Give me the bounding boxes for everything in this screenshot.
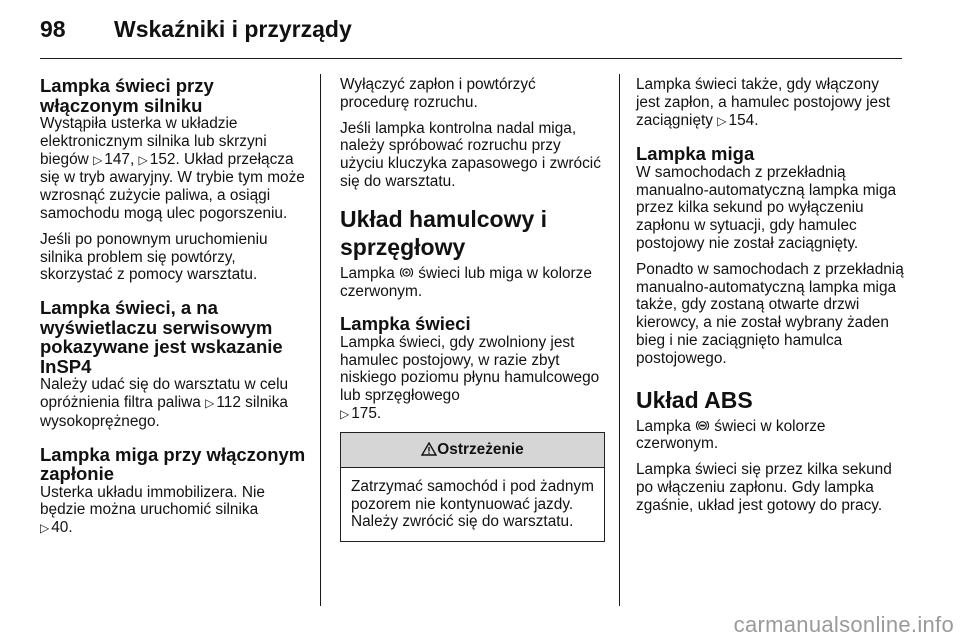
page-ref-link[interactable]: 112 <box>216 393 241 411</box>
column-divider-2 <box>619 74 620 606</box>
page-ref-arrow-icon: ▷ <box>205 395 215 410</box>
page-ref-arrow-icon: ▷ <box>717 113 727 128</box>
paragraph: Jeśli lampka kontrolna nadal miga, należy spróbować rozruchu przy użyciu kluczyka zapasowego i zwrócić się do warsztatu. <box>340 119 601 190</box>
section-heading: Lampka świeci przy włączonym silniku <box>40 75 214 116</box>
page-ref-arrow-icon: ▷ <box>40 521 50 536</box>
page-number: 98 <box>40 16 66 42</box>
column-3 <box>636 76 906 523</box>
page-ref-link[interactable]: 40. <box>51 519 73 537</box>
warning-box-header <box>341 433 604 468</box>
section-heading: Lampka świeci <box>340 313 471 335</box>
paragraph: Ponadto w samochodach z przekładnią manualno-automatyczną lampka miga także, gdy zostaną otwarte drzwi kierowcy, a nie został wybrany żaden bieg i nie zaciągnięto hamulca postojowego. <box>636 260 904 367</box>
paragraph: Wystąpiła usterka w układzie elektronicznym silnika lub skrzyni biegów ▷ 147, ▷ 152. Układ przełącza się w tryb awaryjny. W trybie tym może wzrosnąć zużycie paliwa, a osiągi samochodu mogą ulec pogorszeniu. <box>40 115 305 222</box>
column-1 <box>40 76 308 546</box>
paragraph: Lampka świeci się przez kilka sekund po włączeniu zapłonu. Gdy lampka zgaśnie, układ jest gotowy do pracy. <box>636 461 892 514</box>
paragraph: W samochodach z przekładnią manualno-automatyczną lampka miga przez kilka sekund po wyłączeniu zapłonu w sytuacji, gdy hamulec postojowy nie został zaciągnięty. <box>636 163 897 253</box>
page-ref-link[interactable]: 152 <box>149 150 176 168</box>
abs-lamp-icon <box>695 419 710 432</box>
column-2 <box>340 76 605 542</box>
paragraph: Należy udać się do warsztatu w celu opróżnienia filtra paliwa ▷ 112 silnika wysokoprężnego. <box>40 376 289 430</box>
chapter-heading: Układ ABS <box>636 386 753 413</box>
header-divider <box>40 58 902 59</box>
paragraph: Jeśli po ponownym uruchomieniu silnika problem się powtórzy, skorzystać z pomocy warsztatu. <box>40 230 268 284</box>
warning-box <box>340 432 605 542</box>
section-heading: Lampka miga <box>636 143 755 165</box>
page-ref-link[interactable]: 175. <box>351 405 382 423</box>
paragraph: Lampka świeci, gdy zwolniony jest hamulec postojowy, w razie zbyt niskiego poziomu płynu hamulcowego lub sprzęgłowego ▷ 175. <box>340 333 600 423</box>
warning-title: Ostrzeżenie <box>437 440 524 458</box>
page-title: Wskaźniki i przyrządy <box>114 16 352 42</box>
page-ref-arrow-icon: ▷ <box>93 152 103 167</box>
page-ref-link[interactable]: 154. <box>728 111 759 129</box>
section-heading: Lampka miga przy włączonym zapłonie <box>40 443 306 485</box>
paragraph: Lampka świeci także, gdy włączony jest zapłon, a hamulec postojowy jest zaciągnięty ▷ 154. <box>636 76 891 129</box>
warning-text: Zatrzymać samochód i pod żadnym pozorem nie kontynuować jazdy. Należy zwrócić się do warsztatu. <box>351 477 594 531</box>
chapter-heading: Układ hamulcowy i sprzęgłowy <box>340 205 548 260</box>
page-ref-link[interactable]: 147 <box>104 150 130 168</box>
column-divider-1 <box>320 74 321 606</box>
section-heading: Lampka świeci, a na wyświetlaczu serwisowym pokazywane jest wskazanie InSP4 <box>40 297 283 377</box>
page-ref-arrow-icon: ▷ <box>340 407 350 422</box>
watermark: carmanualsonline.info <box>733 612 954 637</box>
paragraph: Lampka świeci w kolorze czerwonym. <box>636 417 826 453</box>
paragraph: Lampka świeci lub miga w kolorze czerwonym. <box>340 264 592 300</box>
paragraph: Wyłączyć zapłon i powtórzyć procedurę rozruchu. <box>340 76 536 111</box>
paragraph: Usterka układu immobilizera. Nie będzie można uruchomić silnika ▷ 40. <box>40 483 265 537</box>
page-header <box>40 12 900 54</box>
page-ref-arrow-icon: ▷ <box>138 152 148 167</box>
brake-warning-lamp-icon <box>399 266 414 279</box>
warning-triangle-icon <box>421 442 437 456</box>
